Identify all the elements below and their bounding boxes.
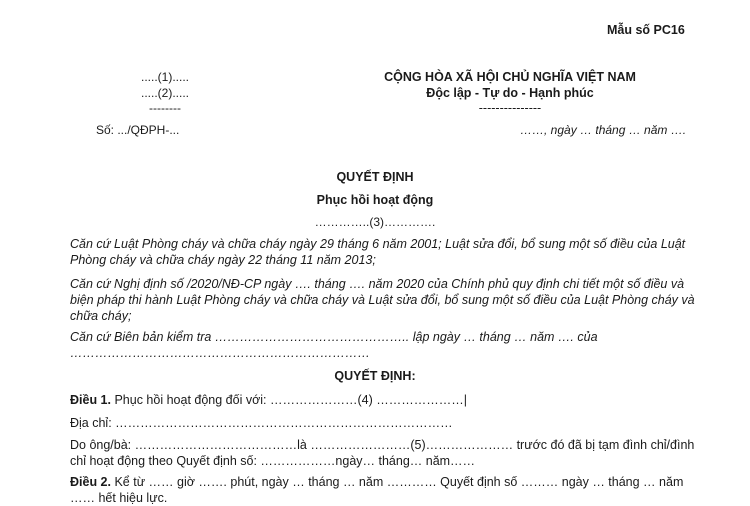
right-divider: --------------- — [478, 101, 542, 115]
national-title: CỘNG HÒA XÃ HỘI CHỦ NGHĨA VIỆT NAM — [384, 70, 636, 84]
agency-line-2: .....(2)..... — [140, 86, 189, 100]
preamble-decree: Căn cứ Nghị định số /2020/NĐ-CP ngày …. tháng …. năm 2020 của Chính phủ quy định chi tiết một số điều và biện pháp thi hành Luật Phòng cháy và chữa cháy và Luật sửa đổi, bổ sung một số điều của Luật Phòng cháy và chữa cháy; — [70, 277, 695, 323]
article-2-text: Kể từ …… giờ ……. phút, ngày … tháng … năm ………… Quyết định số ……… ngày … tháng … năm …… hết hiệu lực. — [70, 475, 684, 505]
document-number: Số: .../QĐPH-... — [96, 123, 180, 137]
agency-line-1: .....(1)..... — [140, 70, 189, 84]
article-2 — [70, 474, 710, 506]
decision-heading: QUYẾT ĐỊNH: — [334, 369, 416, 383]
document-date: ……, ngày … tháng … năm …. — [520, 123, 687, 137]
decision-title: QUYẾT ĐỊNH — [336, 170, 414, 184]
national-motto: Độc lập - Tự do - Hạnh phúc — [426, 86, 594, 100]
form-number: Mẫu số PC16 — [607, 23, 685, 37]
decision-subtitle: Phục hồi hoạt động — [316, 193, 434, 207]
address-line: Địa chỉ: ……………………………………………………………………… — [70, 416, 453, 430]
issuing-authority: …………..(3)…………. — [314, 215, 436, 229]
article-1 — [70, 392, 710, 408]
article-2-label: Điều 2. — [70, 475, 111, 489]
left-divider: -------- — [149, 101, 181, 115]
preamble-inspection: Căn cứ Biên bản kiểm tra ……………………………………….. lập ngày … tháng … năm …. của ……………………………………………………………… — [70, 330, 598, 360]
article-1-label: Điều 1. — [70, 393, 111, 407]
responsible-person: Do ông/bà: …………………………………là ……………………(5)………………… trước đó đã bị tạm đình chỉ/đình chỉ hoạt động theo Quyết định số: ………………ngày… tháng… năm…… — [70, 438, 695, 468]
preamble-law: Căn cứ Luật Phòng cháy và chữa cháy ngày 29 tháng 6 năm 2001; Luật sửa đổi, bổ sung một số điều của Luật Phòng cháy và chữa cháy ngày 22 tháng 11 năm 2013; — [70, 237, 686, 267]
article-1-text: Phục hồi hoạt động đối với: …………………(4) …………………| — [111, 393, 467, 407]
